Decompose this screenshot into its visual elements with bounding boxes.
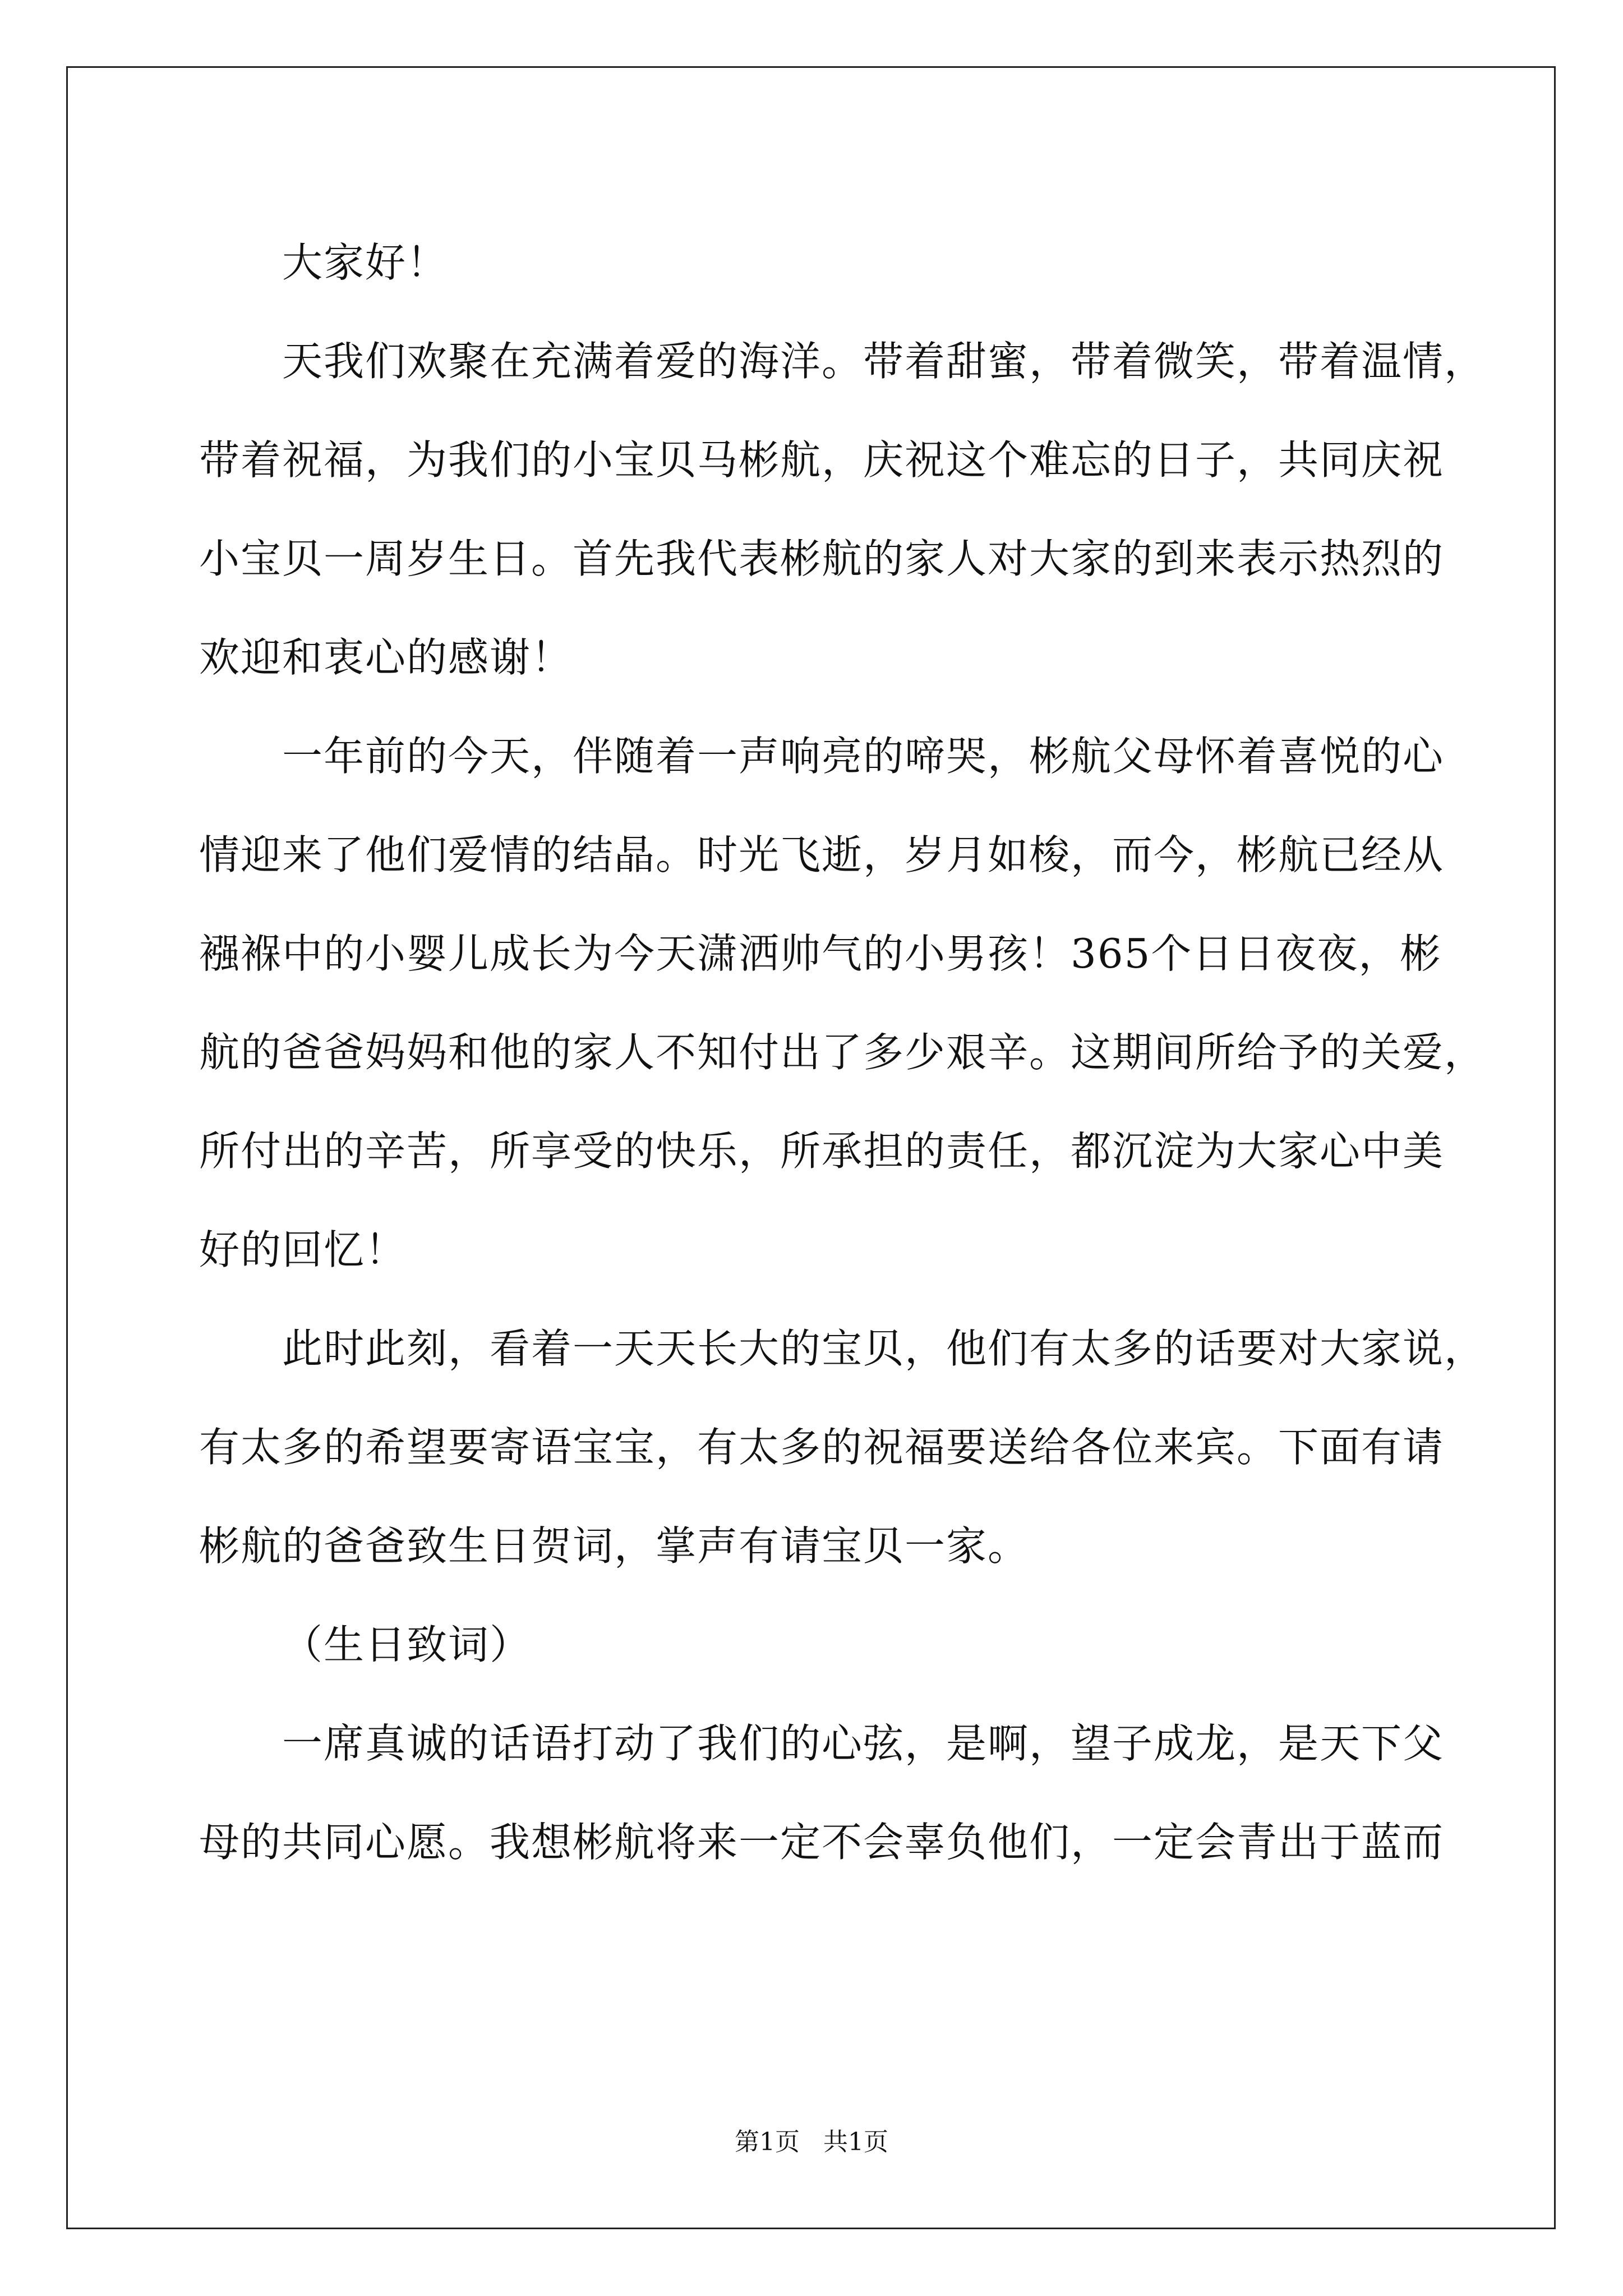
text-line: 所付出的辛苦，所享受的快乐，所承担的责任，都沉淀为大家心中美 — [199, 1128, 1445, 1175]
text-line: 欢迎和衷心的感谢！ — [199, 634, 573, 681]
text-line: 一席真诚的话语打动了我们的心弦，是啊，望子成龙，是天下父 — [282, 1720, 1445, 1767]
page-footer: 第1页 共1页 — [735, 2128, 888, 2156]
text-line: 此时此刻，看着一天天长大的宝贝，他们有太多的话要对大家说， — [282, 1325, 1486, 1372]
document-body — [199, 213, 1486, 1892]
text-line: 母的共同心愿。我想彬航将来一定不会辜负他们，一定会青出于蓝而 — [199, 1819, 1445, 1866]
text-line: 一年前的今天，伴随着一声响亮的啼哭，彬航父母怀着喜悦的心 — [282, 733, 1445, 780]
text-line: 天我们欢聚在充满着爱的海洋。带着甜蜜，带着微笑，带着温情， — [282, 338, 1486, 385]
text-line: 襁褓中的小婴儿成长为今天潇洒帅气的小男孩！365个日日夜夜，彬 — [199, 930, 1442, 977]
text-line: 大家好！ — [282, 239, 449, 286]
text-line: 情迎来了他们爱情的结晶。时光飞逝，岁月如梭，而今，彬航已经从 — [199, 831, 1445, 878]
text-line: 好的回忆！ — [199, 1226, 407, 1273]
text-line: 小宝贝一周岁生日。首先我代表彬航的家人对大家的到来表示热烈的 — [199, 535, 1445, 582]
text-line: 航的爸爸妈妈和他的家人不知付出了多少艰辛。这期间所给予的关爱， — [199, 1029, 1486, 1076]
text-line: 彬航的爸爸致生日贺词，掌声有请宝贝一家。 — [199, 1522, 1030, 1570]
text-line: （生日致词） — [282, 1621, 532, 1668]
text-line: 有太多的希望要寄语宝宝，有太多的祝福要送给各位来宾。下面有请 — [199, 1424, 1445, 1471]
text-line: 带着祝福，为我们的小宝贝马彬航，庆祝这个难忘的日子，共同庆祝 — [199, 436, 1445, 484]
